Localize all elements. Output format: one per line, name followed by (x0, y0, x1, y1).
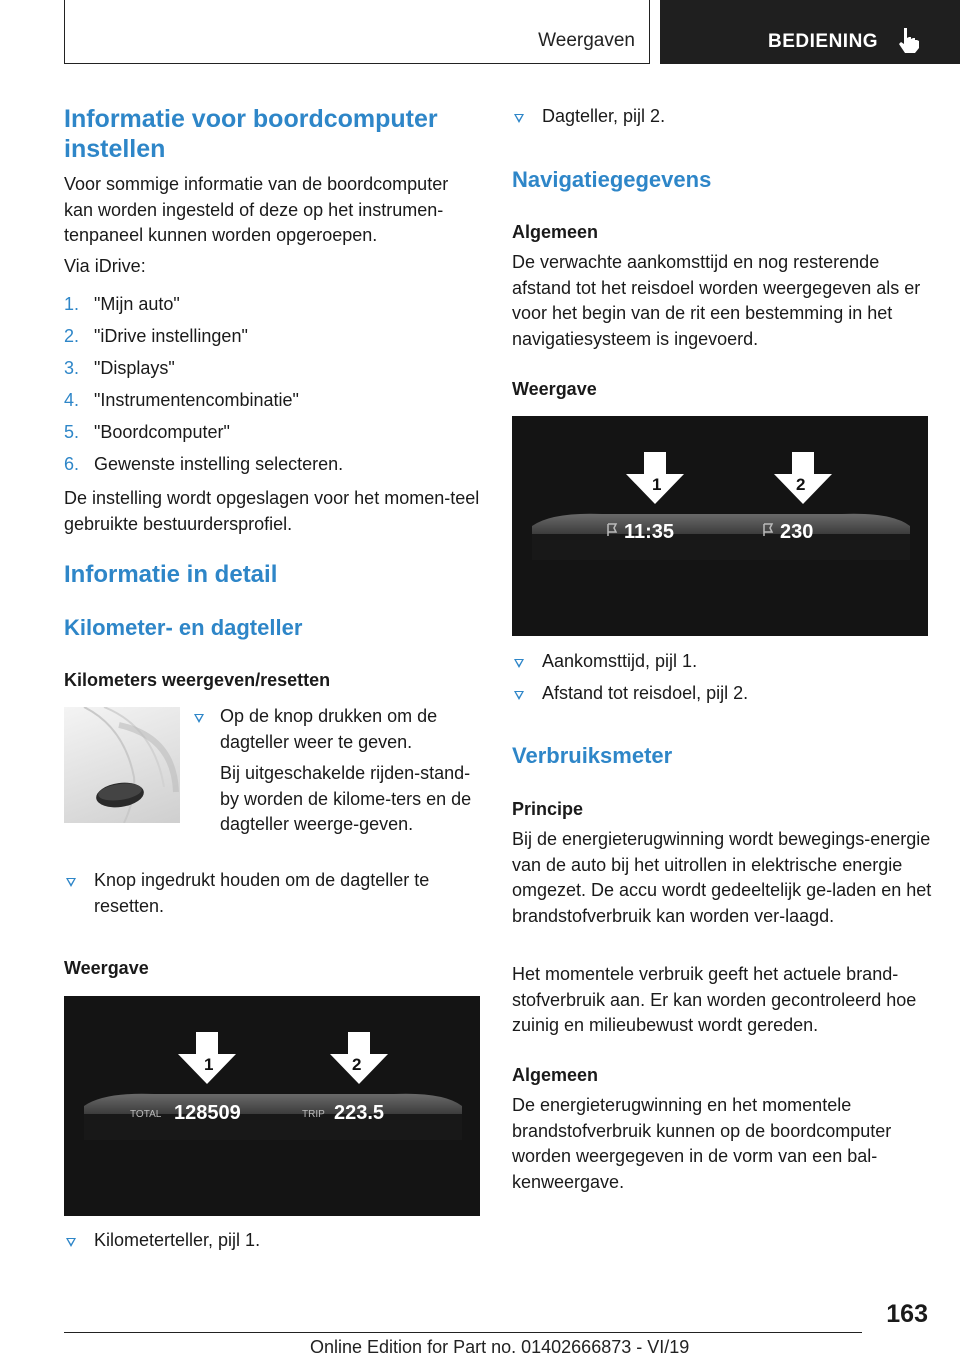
algemeen-paragraph: De energieterugwinning en het momentele brandstofverbruik kunnen op de boordcomputer worden weergegeven in de vorm van een bal-kenweergave. (512, 1095, 892, 1192)
navigation-display-image (512, 416, 928, 636)
subheading-principe: Principe (512, 799, 584, 819)
reset-button-illustration (64, 707, 180, 823)
step-number: 1. (64, 294, 80, 314)
navigation-display-graphic (512, 416, 928, 636)
heading-kilometer-dagteller: Kilometer- en dagteller (64, 615, 303, 640)
step-number: 6. (64, 454, 80, 474)
odometer-display-graphic (64, 996, 480, 1216)
bullet-triangle-icon (514, 114, 524, 123)
reset-button-photo (64, 707, 180, 823)
footer-edition: Online Edition for Part no. 01402666873 - VI/19 (310, 1337, 690, 1357)
heading-informatie-in-detail: Informatie in detail (64, 561, 278, 588)
step-text: "iDrive instellingen" (94, 326, 248, 346)
bullet-triangle-icon (194, 714, 204, 723)
total-label: TOTAL (130, 1109, 162, 1120)
principe-paragraph: Bij de energieterugwinning wordt bewegings-energie van de auto bij het uitrollen in elektrische energie omgezet. De accu wordt gedeeltelijk ge-laden en het brandstofverbruik kan worden ver-laagd. (512, 829, 932, 926)
step-text: "Boordcomputer" (94, 422, 230, 442)
step-number: 2. (64, 326, 80, 346)
saved-note-paragraph: De instelling wordt opgeslagen voor het momen-teel gebruikte bestuurdersprofiel. (64, 488, 480, 534)
trip-label: TRIP (302, 1109, 325, 1120)
page-number: 163 (886, 1300, 928, 1328)
header-chapter-box (660, 0, 960, 64)
subheading-weergave: Weergave (64, 958, 149, 978)
verbruik-paragraph: Het momentele verbruik geeft het actuele brand-stofverbruik aan. Er kan worden gecontroleerd hoe zuinig en milieubewust wordt gereden. (512, 964, 917, 1035)
arrow-1-label: 1 (652, 475, 662, 494)
subheading-algemeen: Algemeen (512, 222, 599, 242)
bullet-triangle-icon (514, 691, 524, 700)
step-text: "Mijn auto" (94, 294, 180, 314)
bullet-triangle-icon (66, 878, 76, 887)
arrow-1-label: 1 (204, 1055, 214, 1074)
arrow-2-label: 2 (352, 1055, 362, 1074)
header-section-box (64, 0, 650, 64)
bullet-triangle-icon (514, 659, 524, 668)
subheading-kilometers-resetten: Kilometers weergeven/resetten (64, 670, 331, 690)
step-number: 4. (64, 390, 80, 410)
arrow-2-label: 2 (796, 475, 806, 494)
bullet-afstand: Afstand tot reisdoel, pijl 2. (542, 683, 749, 703)
subheading-weergave: Weergave (512, 379, 597, 399)
step-text: "Instrumentencombinatie" (94, 390, 299, 410)
subheading-algemeen: Algemeen (512, 1065, 599, 1085)
heading-boordcomputer-instellen: Informatie voor boordcomputer instellen (64, 105, 438, 163)
header-chapter-title: BEDIENING (768, 31, 879, 52)
intro-paragraph: Voor sommige informatie van de boordcomputer kan worden ingesteld of deze op het instrumen-tenpaneel kunnen worden opgeroepen. (64, 174, 449, 245)
trip-value: 223.5 (334, 1102, 385, 1124)
step-text: "Displays" (94, 358, 175, 378)
bullet-press-button: Op de knop drukken om de dagteller weer te geven. (220, 706, 438, 752)
bullet-aankomsttijd: Aankomsttijd, pijl 1. (542, 651, 698, 671)
bullet-triangle-icon (66, 1238, 76, 1247)
step-number: 3. (64, 358, 80, 378)
caption-dagteller: Dagteller, pijl 2. (542, 106, 666, 126)
footer-divider (64, 1332, 862, 1333)
caption-kilometerteller: Kilometerteller, pijl 1. (94, 1230, 261, 1250)
pointing-hand-icon (896, 26, 922, 54)
odometer-display-image (64, 996, 480, 1216)
heading-navigatiegegevens: Navigatiegegevens (512, 167, 712, 192)
nav-paragraph: De verwachte aankomsttijd en nog resterende afstand tot het reisdoel worden weergegeven als er voor het begin van de rit een bestemming in het navigatiesysteem is ingevoerd. (512, 252, 921, 349)
total-value: 128509 (174, 1102, 241, 1124)
arrival-time-value: 11:35 (624, 521, 675, 543)
bullet-standby-note: Bij uitgeschakelde rijden-stand-by worden de kilome-ters en de dagteller weerge-geven. (220, 763, 472, 834)
via-idrive-text: Via iDrive: (64, 256, 146, 276)
step-number: 5. (64, 422, 80, 442)
heading-verbruiksmeter: Verbruiksmeter (512, 743, 673, 768)
distance-value: 230 (780, 521, 814, 543)
header-section-title: Weergaven (538, 30, 635, 51)
step-text: Gewenste instelling selecteren. (94, 454, 344, 474)
bullet-hold-reset: Knop ingedrukt houden om de dagteller te resetten. (94, 870, 430, 916)
